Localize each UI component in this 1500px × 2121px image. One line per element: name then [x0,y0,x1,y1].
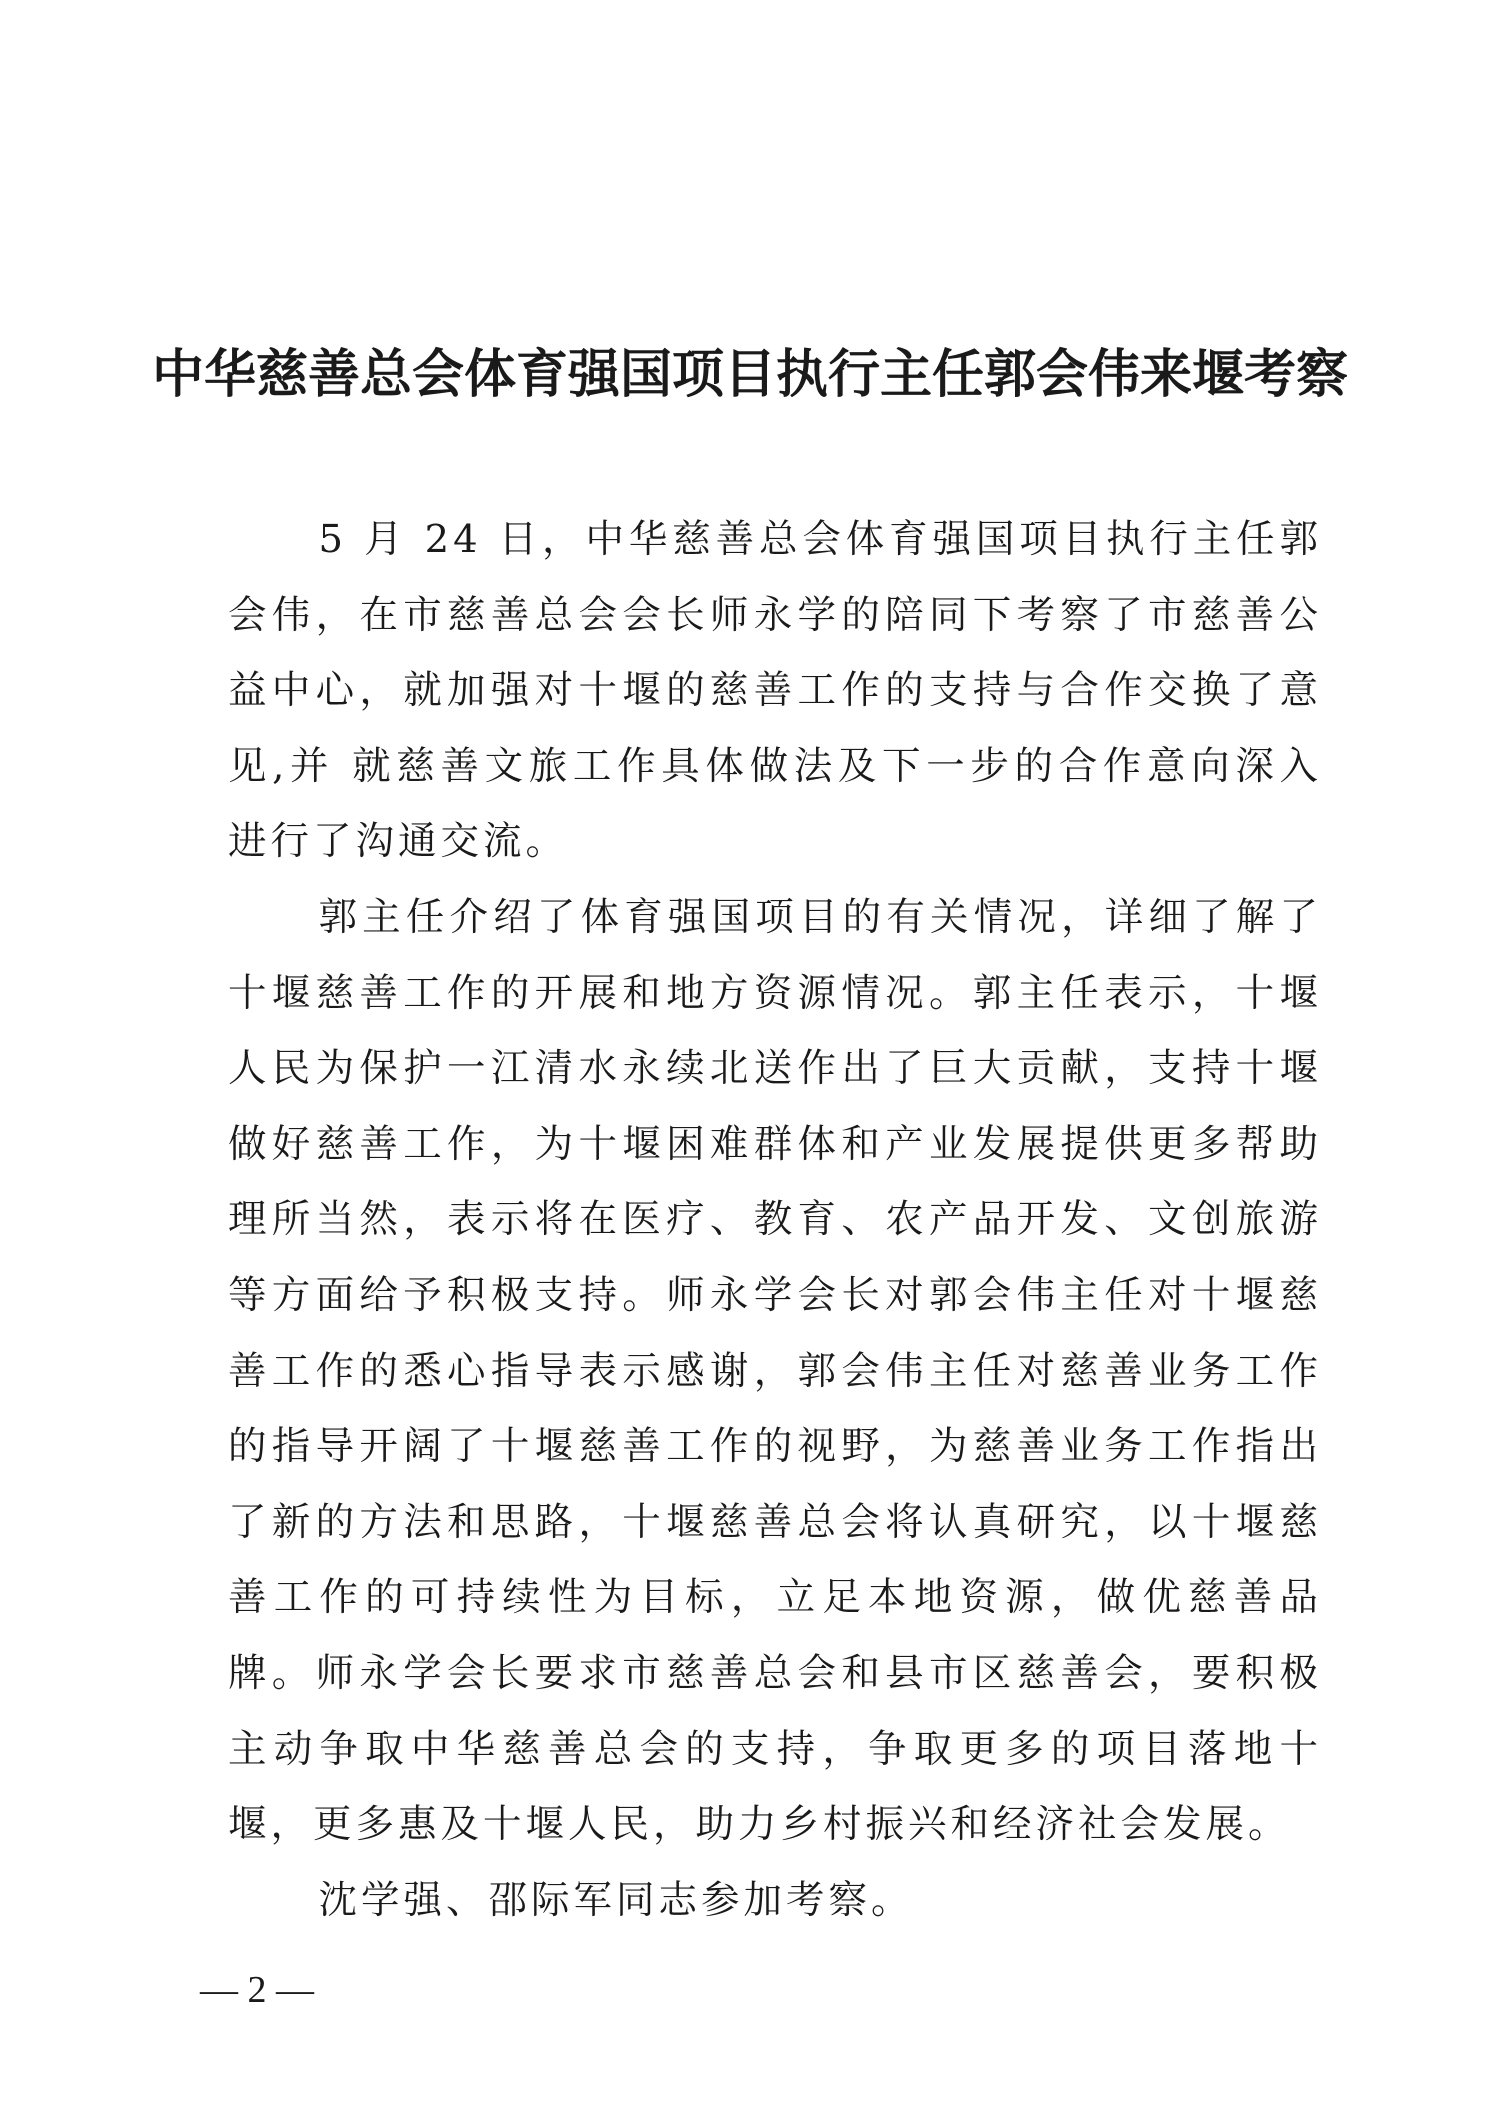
document-title: 中华慈善总会体育强国项目执行主任郭会伟来堰考察 [151,344,1348,405]
document-body [228,502,1322,1938]
paragraph-2: 郭主任介绍了体育强国项目的有关情况，详细了解了十堰慈善工作的开展和地方资源情况。郭主任表示，十堰人民为保护一江清水永续北送作出了巨大贡献，支持十堰做好慈善工作，为十堰困难群体和产业发展提供更多帮助理所当然，表示将在医疗、教育、农产品开发、文创旅游等方面给予积极支持。师永学会长对郭会伟主任对十堰慈善工作的悉心指导表示感谢，郭会伟主任对慈善业务工作的指导开阔了十堰慈善工作的视野，为慈善业务工作指出了新的方法和思路，十堰慈善总会将认真研究，以十堰慈善工作的可持续性为目标，立足本地资源，做优慈善品牌。师永学会长要求市慈善总会和县市区慈善会，要积极主动争取中华慈善总会的支持，争取更多的项目落地十堰，更多惠及十堰人民，助力乡村振兴和经济社会发展。 [228,894,1322,1848]
page-number: — 2 — [200,1969,314,2011]
paragraph-3: 沈学强、邵际军同志参加考察。 [318,1877,914,1923]
paragraph-1: 5 月 24 日，中华慈善总会体育强国项目执行主任郭会伟，在市慈善总会会长师永学的陪同下考察了市慈善公益中心，就加强对十堰的慈善工作的支持与合作交换了意见,并 就慈善文旅工作具体做法及下一步的合作意向深入进行了沟通交流。 [228,517,1322,865]
